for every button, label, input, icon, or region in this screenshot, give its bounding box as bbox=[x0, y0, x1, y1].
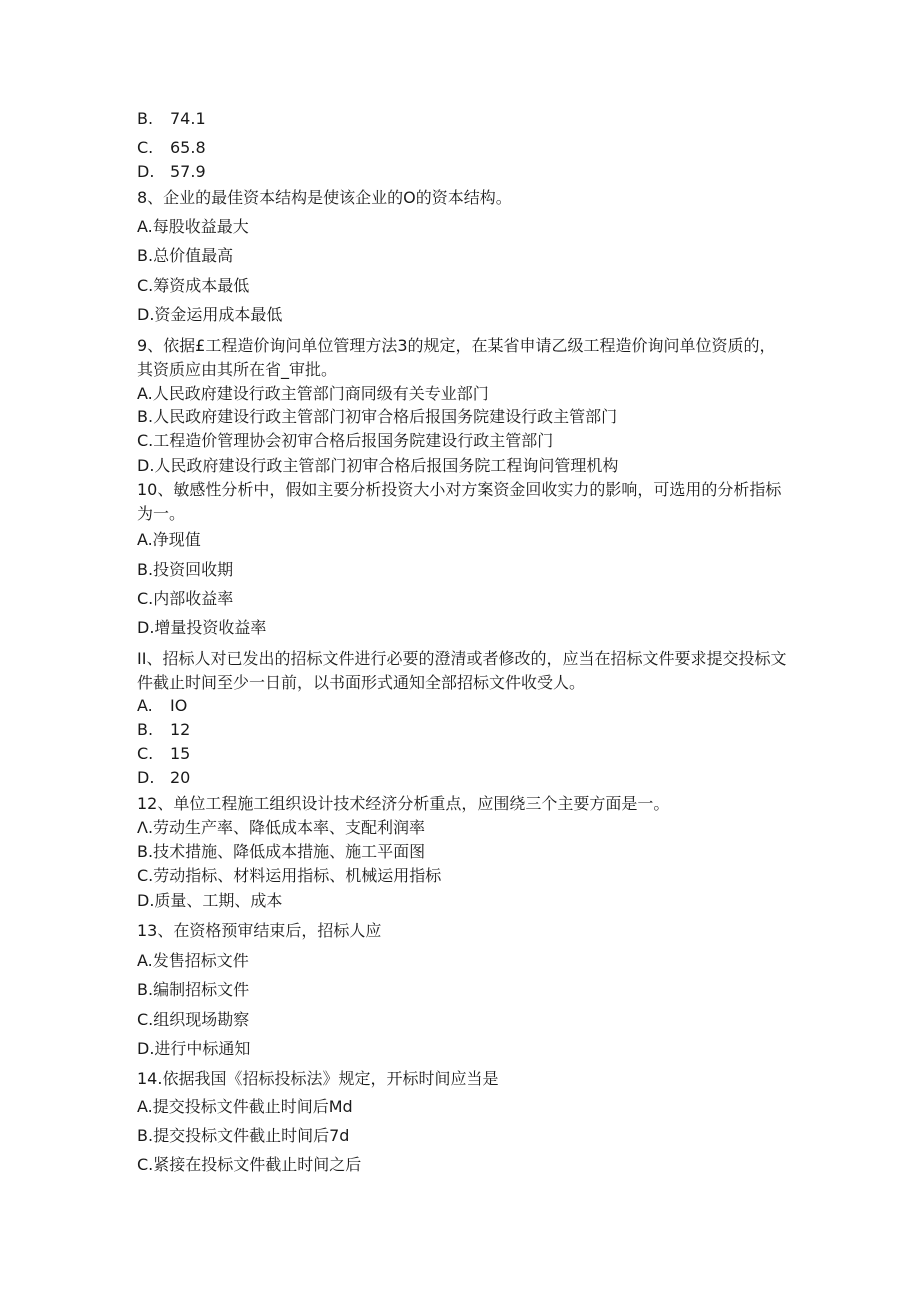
option-letter: D. bbox=[137, 768, 155, 787]
option-line: C.紧接在投标文件截止时间之后 bbox=[137, 1155, 362, 1174]
option-line: B.提交投标文件截止时间后7d bbox=[137, 1126, 350, 1145]
question-text: 8、企业的最佳资本结构是使该企业的O的资本结构。 bbox=[137, 188, 512, 207]
option-value: 15 bbox=[170, 744, 191, 763]
option-line: B.总价值最高 bbox=[137, 246, 234, 265]
option-value: 74.1 bbox=[170, 109, 206, 128]
option-letter: B. bbox=[137, 109, 154, 128]
option-line bbox=[137, 109, 206, 129]
option-value: IO bbox=[170, 696, 188, 715]
option-line: D.资金运用成本最低 bbox=[137, 305, 283, 324]
option-line: D.人民政府建设行政主管部门初审合格后报国务院工程询问管理机构 bbox=[137, 456, 619, 475]
option-line: B.投资回收期 bbox=[137, 560, 234, 579]
option-line: C.筹资成本最低 bbox=[137, 276, 250, 295]
option-line: B.编制招标文件 bbox=[137, 980, 250, 999]
option-letter: B. bbox=[137, 720, 154, 739]
option-line: D.增量投资收益率 bbox=[137, 618, 267, 637]
option-line: A.提交投标文件截止时间后Md bbox=[137, 1097, 353, 1116]
option-line: A.每股收益最大 bbox=[137, 217, 249, 236]
option-line: D.质量、工期、成本 bbox=[137, 891, 283, 910]
option-line: A.发售招标文件 bbox=[137, 951, 249, 970]
option-value: 12 bbox=[170, 720, 191, 739]
question-text: 10、敏感性分析中，假如主要分析投资大小对方案资金回收实力的影响，可选用的分析指标为一。 bbox=[137, 480, 782, 523]
option-line: Λ.劳动生产率、降低成本率、支配利润率 bbox=[137, 818, 426, 837]
question-text: 9、依据£工程造价询问单位管理方法3的规定，在某省申请乙级工程造价询问单位资质的，其资质应由其所在省_审批。 bbox=[137, 336, 776, 379]
option-value: 20 bbox=[170, 768, 191, 787]
question-text: 12、单位工程施工组织设计技术经济分析重点，应围绕三个主要方面是一。 bbox=[137, 794, 670, 813]
option-line bbox=[137, 768, 190, 788]
option-line: C.组织现场勘察 bbox=[137, 1010, 250, 1029]
option-line: C.工程造价管理协会初审合格后报国务院建设行政主管部门 bbox=[137, 431, 554, 450]
option-line: D.进行中标通知 bbox=[137, 1039, 251, 1058]
option-letter: A. bbox=[137, 696, 153, 715]
option-line bbox=[137, 720, 190, 740]
question-text: 14.依据我国《招标投标法》规定，开标时间应当是 bbox=[137, 1069, 499, 1088]
option-line: C.内部收益率 bbox=[137, 589, 234, 608]
question-text: 13、在资格预审结束后，招标人应 bbox=[137, 921, 382, 940]
option-letter: D. bbox=[137, 162, 155, 181]
question-text: II、招标人对已发出的招标文件进行必要的澄清或者修改的，应当在招标文件要求提交投标文件截止时间至少一日前，以书面形式通知全部招标文件收受人。 bbox=[137, 649, 787, 692]
option-letter: C. bbox=[137, 138, 154, 157]
option-value: 65.8 bbox=[170, 138, 206, 157]
option-line bbox=[137, 162, 206, 182]
option-line bbox=[137, 696, 187, 716]
option-line bbox=[137, 744, 190, 764]
option-line: A.人民政府建设行政主管部门商同级有关专业部门 bbox=[137, 384, 489, 403]
option-letter: C. bbox=[137, 744, 154, 763]
option-line: B.技术措施、降低成本措施、施工平面图 bbox=[137, 842, 426, 861]
option-line: C.劳动指标、材料运用指标、机械运用指标 bbox=[137, 866, 442, 885]
option-value: 57.9 bbox=[170, 162, 206, 181]
option-line: A.净现值 bbox=[137, 530, 201, 549]
option-line: B.人民政府建设行政主管部门初审合格后报国务院建设行政主管部门 bbox=[137, 407, 618, 426]
option-line bbox=[137, 138, 206, 158]
